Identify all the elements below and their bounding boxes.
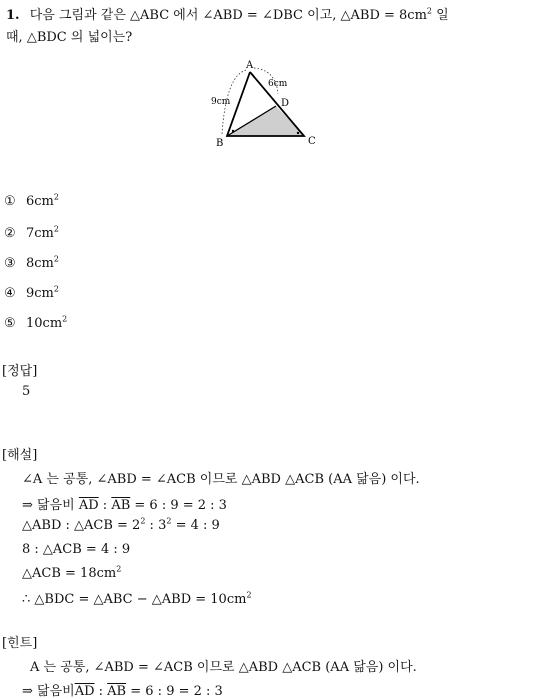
segment-ad: $\overline{AD}$ [78,498,99,513]
triangle-figure [210,58,330,150]
choice-3[interactable] [4,256,59,271]
choice-sup: 2 [53,192,59,202]
segment-ab: $\overline{AB}$ [107,684,127,699]
ratio-value: = 6 : 9 = 2 : 3 [130,498,227,513]
choice-text: 6cm [26,194,54,209]
solution-line-2 [22,494,227,513]
label-a: A [246,60,254,71]
sup: 2 [116,564,122,574]
choice-5[interactable] [4,316,67,331]
choice-mark: ③ [4,256,16,271]
choice-sup: 2 [53,284,59,294]
sup: 2 [246,590,252,600]
question-tail: 일 [432,8,449,23]
segment-ad: $\overline{AD}$ [74,684,95,699]
area-ratio-prefix: △ABD : △ACB = 2 [22,518,141,533]
choice-mark: ④ [4,286,16,301]
choice-mark: ② [4,226,16,241]
question-text: 다음 그림과 같은 △ABC 에서 ∠ABD = ∠DBC 이고, △ABD = 8cm [29,8,427,23]
question-line-2: 때, △BDC 의 넓이는? [6,30,133,45]
choice-mark: ① [4,194,16,209]
answer-header: [정답] [2,364,38,379]
sup: 2 [166,516,172,526]
choice-text: 7cm [26,226,54,241]
solution-line-3 [22,518,220,533]
label-d: D [281,98,290,109]
hint-ratio-value: = 6 : 9 = 2 : 3 [126,684,223,699]
solution-line-4: 8 : △ACB = 4 : 9 [22,542,131,557]
area-ratio-value: = 4 : 9 [171,518,220,533]
solution-header: [해설] [2,448,38,463]
label-b: B [216,138,224,149]
sup: 2 [140,516,146,526]
question-line-1 [6,4,449,23]
hint-line-2 [22,680,223,699]
choice-4[interactable] [4,286,59,301]
hint-ratio-prefix: ⇒ 닮음비 [22,684,75,699]
acb-area: △ACB = 18cm [22,566,117,581]
solution-line-6 [22,592,252,607]
solution-line-1: ∠A 는 공통, ∠ABD = ∠ACB 이므로 △ABD △ACB (AA 닮음) 이다. [22,472,420,487]
segment-ab: $\overline{AB}$ [111,498,131,513]
hint-header: [힌트] [2,636,38,651]
choice-1[interactable] [4,194,59,209]
triangle-diagram [210,58,330,150]
label-length-ab: 9cm [211,97,231,107]
choice-sup: 2 [53,224,59,234]
angle-mark-b [232,130,234,132]
angle-mark-c [297,132,299,134]
choice-2[interactable] [4,226,59,241]
label-length-ad: 6cm [268,79,288,89]
ratio-prefix: ⇒ 닮음비 [22,498,79,513]
label-c: C [308,136,316,147]
bdc-area: ∴ △BDC = △ABC − △ABD = 10cm [22,592,247,607]
choice-sup: 2 [62,314,68,324]
choice-mark: ⑤ [4,316,16,331]
area-ratio-mid: : 3 [145,518,167,533]
choice-text: 8cm [26,256,54,271]
ratio-colon: : [98,498,112,513]
choice-text: 10cm [26,316,63,331]
choice-text: 9cm [26,286,54,301]
hint-line-1: A 는 공통, ∠ABD = ∠ACB 이므로 △ABD △ACB (AA 닮음) 이다. [30,660,417,675]
ratio-colon: : [94,684,108,699]
answer-value: 5 [22,384,31,399]
solution-line-5 [22,566,121,581]
question-sup: 2 [426,6,433,16]
question-number: 1. [6,8,20,23]
choice-sup: 2 [53,254,59,264]
